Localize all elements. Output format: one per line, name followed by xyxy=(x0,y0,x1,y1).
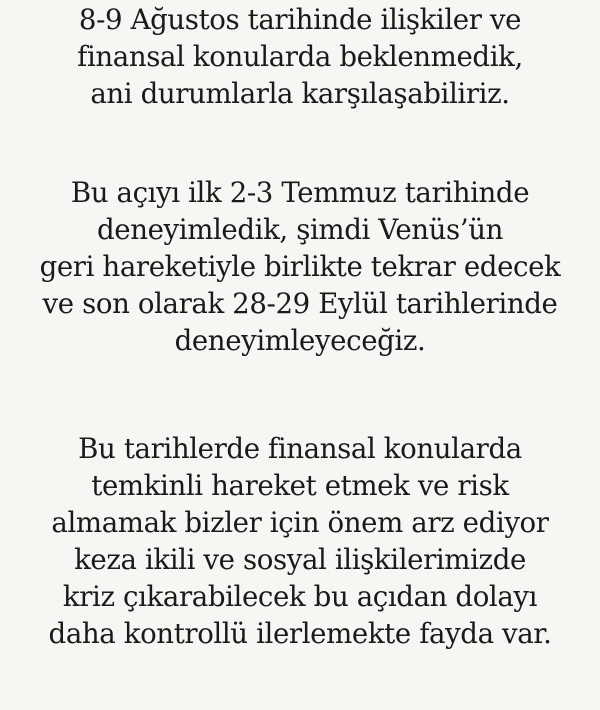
paragraph-3-line-2: temkinli hareket etmek ve risk xyxy=(91,469,509,502)
paragraph-1-line-3: ani durumlarla karşılaşabiliriz. xyxy=(90,77,510,110)
paragraph-2-line-5: deneyimleyeceğiz. xyxy=(174,324,426,357)
paragraph-3-line-4: keza ikili ve sosyal ilişkilerimizde xyxy=(74,543,526,576)
paragraph-2-line-1: Bu açıyı ilk 2-3 Temmuz tarihinde xyxy=(70,176,530,209)
paragraph-2-line-3: geri hareketiyle birlikte tekrar edecek xyxy=(39,250,561,283)
paragraph-3 xyxy=(0,430,600,652)
paragraph-2-line-4: ve son olarak 28-29 Eylül tarihlerinde xyxy=(42,287,558,320)
paragraph-1-line-2: finansal konularda beklenmedik, xyxy=(77,40,523,73)
paragraph-3-line-1: Bu tarihlerde finansal konularda xyxy=(78,432,522,465)
paragraph-3-line-6: daha kontrollü ilerlemekte fayda var. xyxy=(48,617,552,650)
paragraph-1-line-1: 8-9 Ağustos tarihinde ilişkiler ve xyxy=(78,3,522,36)
paragraph-3-line-5: kriz çıkarabilecek bu açıdan dolayı xyxy=(62,580,538,613)
paragraph-1 xyxy=(0,1,600,112)
paragraph-2 xyxy=(0,174,600,359)
paragraph-2-line-2: deneyimledik, şimdi Venüs’ün xyxy=(96,213,503,246)
paragraph-3-line-3: almamak bizler için önem arz ediyor xyxy=(51,506,549,539)
